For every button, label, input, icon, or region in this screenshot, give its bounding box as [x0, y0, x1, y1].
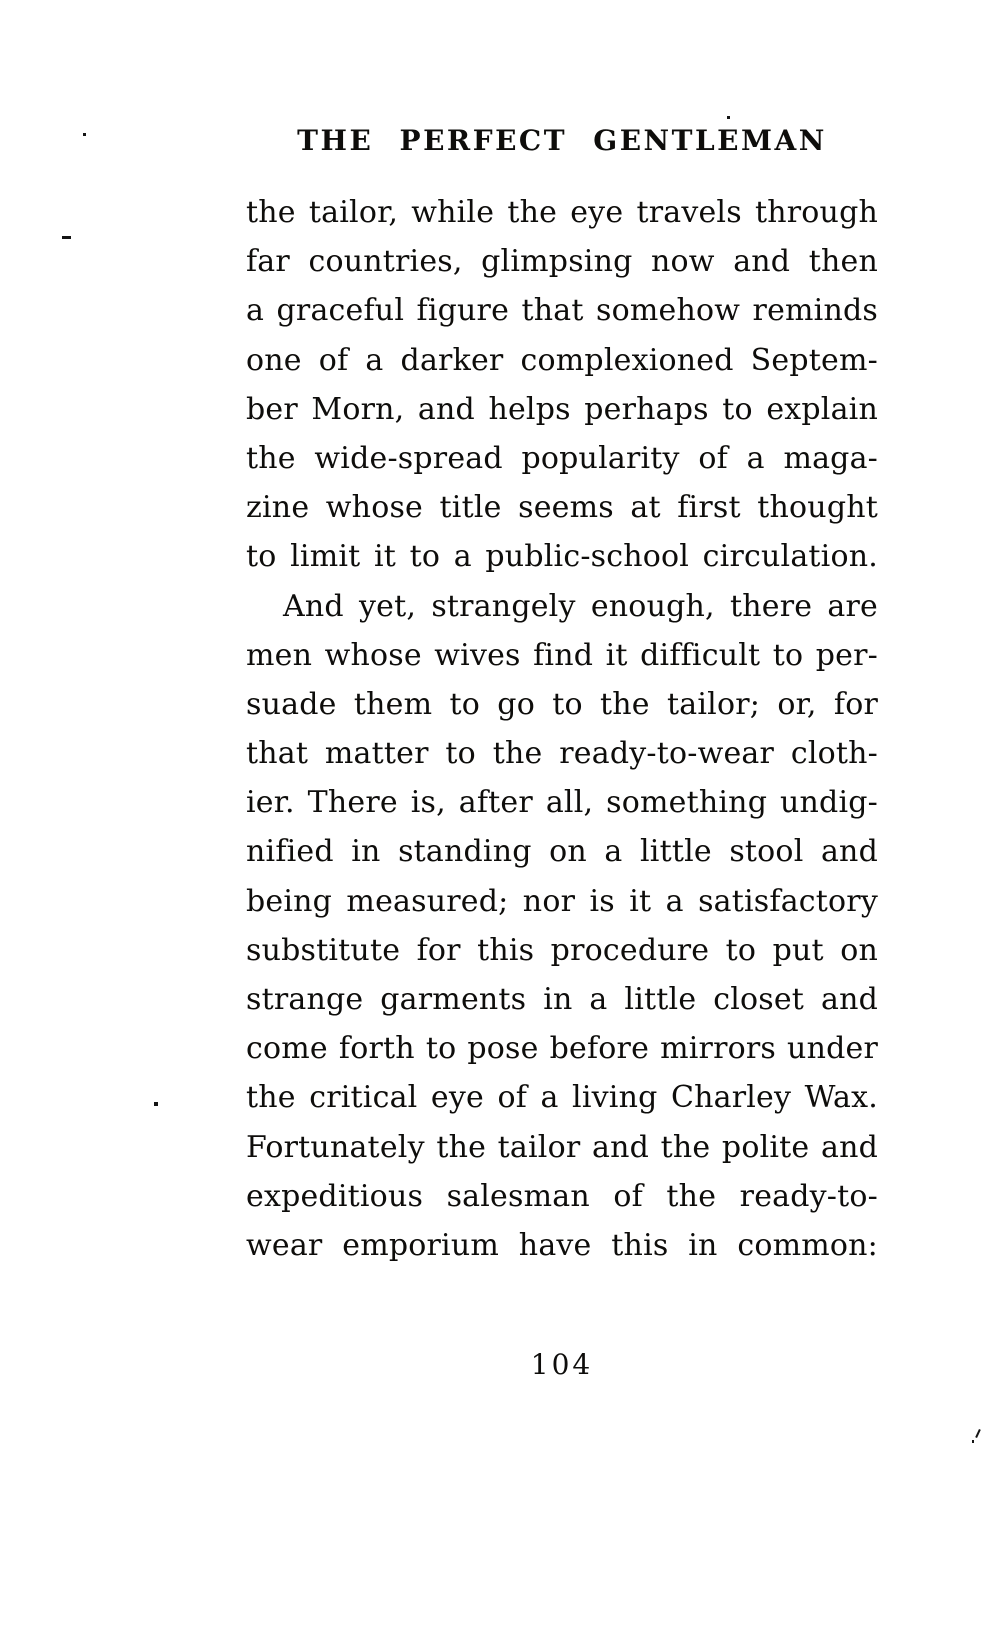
text-line: being measured; nor is it a satisfactory: [246, 883, 878, 919]
scan-speck: [62, 236, 71, 239]
text-line: men whose wives find it difficult to per-: [246, 637, 878, 673]
scan-speck: [83, 133, 86, 136]
text-line: expeditious salesman of the ready-to-: [246, 1178, 878, 1214]
text-line: wear emporium have this in common:: [246, 1227, 878, 1263]
text-line: the tailor, while the eye travels through: [246, 195, 878, 230]
text-line: to limit it to a public-school circulation.: [246, 539, 878, 575]
text-line: ier. There is, after all, something undig-: [246, 785, 878, 821]
text-line: a graceful figure that somehow reminds: [246, 293, 878, 329]
text-line: the critical eye of a living Charley Wax.: [246, 1080, 878, 1116]
text-line: substitute for this procedure to put on: [246, 932, 878, 968]
scan-speck: [972, 1440, 974, 1443]
text-line-paragraph-start: And yet, strangely enough, there are: [283, 588, 878, 624]
text-line: Fortunately the tailor and the polite and: [246, 1129, 878, 1165]
text-line: one of a darker complexioned Septem-: [246, 342, 878, 378]
text-line: come forth to pose before mirrors under: [246, 1031, 878, 1067]
text-line: strange garments in a little closet and: [246, 982, 878, 1017]
text-line: that matter to the ready-to-wear cloth-: [246, 736, 878, 772]
body-text: [246, 188, 878, 1270]
scan-speck: [975, 1429, 981, 1438]
text-line: far countries, glimpsing now and then: [246, 244, 878, 280]
text-line: the wide-spread popularity of a maga-: [246, 440, 878, 476]
running-header: THE PERFECT GENTLEMAN: [297, 124, 827, 157]
text-line: zine whose title seems at first thought: [246, 490, 878, 526]
text-line: ber Morn, and helps perhaps to explain: [246, 391, 878, 427]
text-line: suade them to go to the tailor; or, for: [246, 686, 878, 722]
scan-speck: [727, 116, 730, 119]
page-number: 104: [530, 1348, 594, 1381]
text-line: nified in standing on a little stool and: [246, 834, 878, 870]
scan-speck: [154, 1102, 158, 1106]
